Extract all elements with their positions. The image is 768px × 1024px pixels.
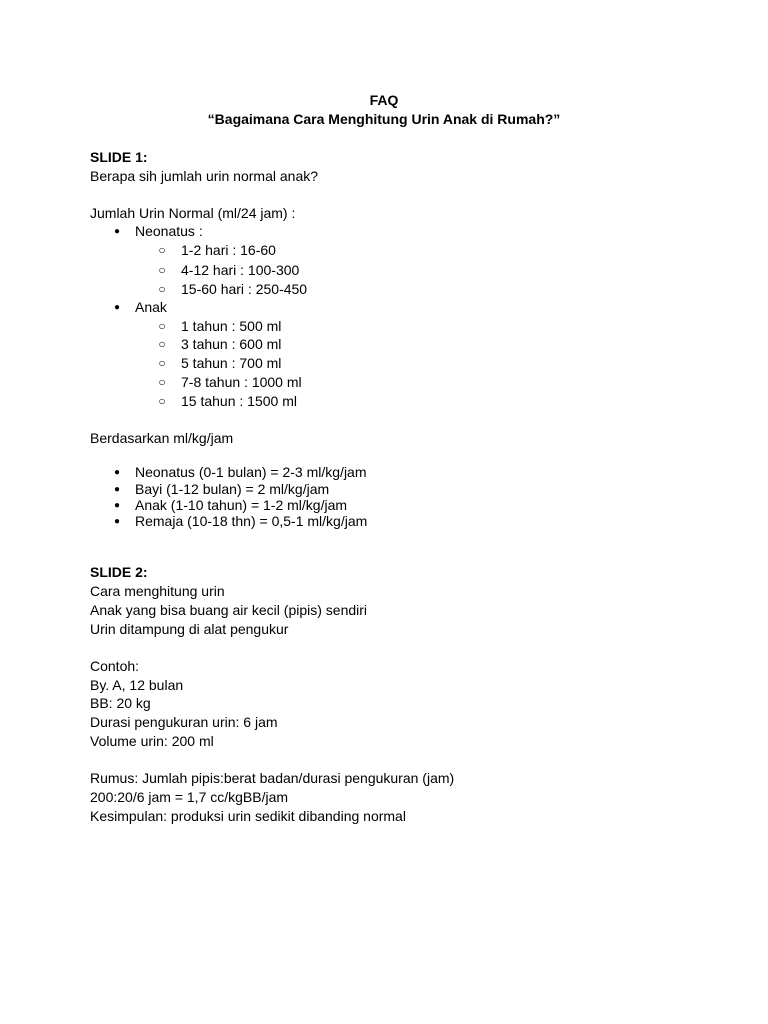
sub-bullet-marker: ○	[158, 243, 166, 257]
formula-line: Rumus: Jumlah pipis:berat badan/durasi pengukuran (jam)	[90, 770, 455, 786]
list-item: 15 tahun : 1500 ml	[181, 393, 297, 409]
sub-bullet-marker: ○	[158, 319, 166, 333]
sub-bullet-marker: ○	[158, 337, 166, 351]
basis-title: Berdasarkan ml/kg/jam	[90, 430, 234, 446]
list-item: Remaja (10-18 thn) = 0,5-1 ml/kg/jam	[135, 513, 368, 529]
slide2-heading: SLIDE 2:	[90, 564, 148, 580]
list-item: 4-12 hari : 100-300	[181, 262, 300, 278]
text-line: Cara menghitung urin	[90, 583, 225, 599]
bullet-marker: ●	[113, 302, 121, 313]
text-line: Urin ditampung di alat pengukur	[90, 621, 289, 637]
page-title: FAQ	[369, 92, 399, 108]
list-item: 1-2 hari : 16-60	[181, 242, 276, 258]
example-line: Durasi pengukuran urin: 6 jam	[90, 714, 278, 730]
example-line: Volume urin: 200 ml	[90, 733, 214, 749]
sub-bullet-marker: ○	[158, 356, 166, 370]
bullet-marker: ●	[113, 467, 121, 478]
list-item: 7-8 tahun : 1000 ml	[181, 374, 302, 390]
list-item: Bayi (1-12 bulan) = 2 ml/kg/jam	[135, 481, 330, 497]
list-item: Neonatus (0-1 bulan) = 2-3 ml/kg/jam	[135, 464, 367, 480]
list-item: 15-60 hari : 250-450	[181, 281, 308, 297]
normal-urine-title: Jumlah Urin Normal (ml/24 jam) :	[90, 205, 296, 221]
bullet-marker: ●	[113, 500, 121, 511]
example-label: Contoh:	[90, 658, 140, 674]
sub-bullet-marker: ○	[158, 375, 166, 389]
slide1-question: Berapa sih jumlah urin normal anak?	[90, 168, 319, 184]
bullet-marker: ●	[113, 484, 121, 495]
conclusion-line: Kesimpulan: produksi urin sedikit dibanding normal	[90, 808, 406, 824]
list-item: Anak (1-10 tahun) = 1-2 ml/kg/jam	[135, 497, 348, 513]
list-item: 3 tahun : 600 ml	[181, 336, 282, 352]
page-subtitle: “Bagaimana Cara Menghitung Urin Anak di Rumah?”	[207, 111, 561, 127]
slide1-heading: SLIDE 1:	[90, 149, 148, 165]
formula-line: 200:20/6 jam = 1,7 cc/kgBB/jam	[90, 789, 289, 805]
sub-bullet-marker: ○	[158, 282, 166, 296]
text-line: Anak yang bisa buang air kecil (pipis) sendiri	[90, 602, 368, 618]
bullet-marker: ●	[113, 516, 121, 527]
bullet-marker: ●	[113, 226, 121, 237]
sub-bullet-marker: ○	[158, 263, 166, 277]
sub-bullet-marker: ○	[158, 394, 166, 408]
group-label-anak: Anak	[135, 299, 167, 315]
list-item: 5 tahun : 700 ml	[181, 355, 282, 371]
example-line: BB: 20 kg	[90, 695, 151, 711]
group-label-neonatus: Neonatus :	[135, 223, 203, 239]
list-item: 1 tahun : 500 ml	[181, 318, 282, 334]
example-line: By. A, 12 bulan	[90, 677, 184, 693]
